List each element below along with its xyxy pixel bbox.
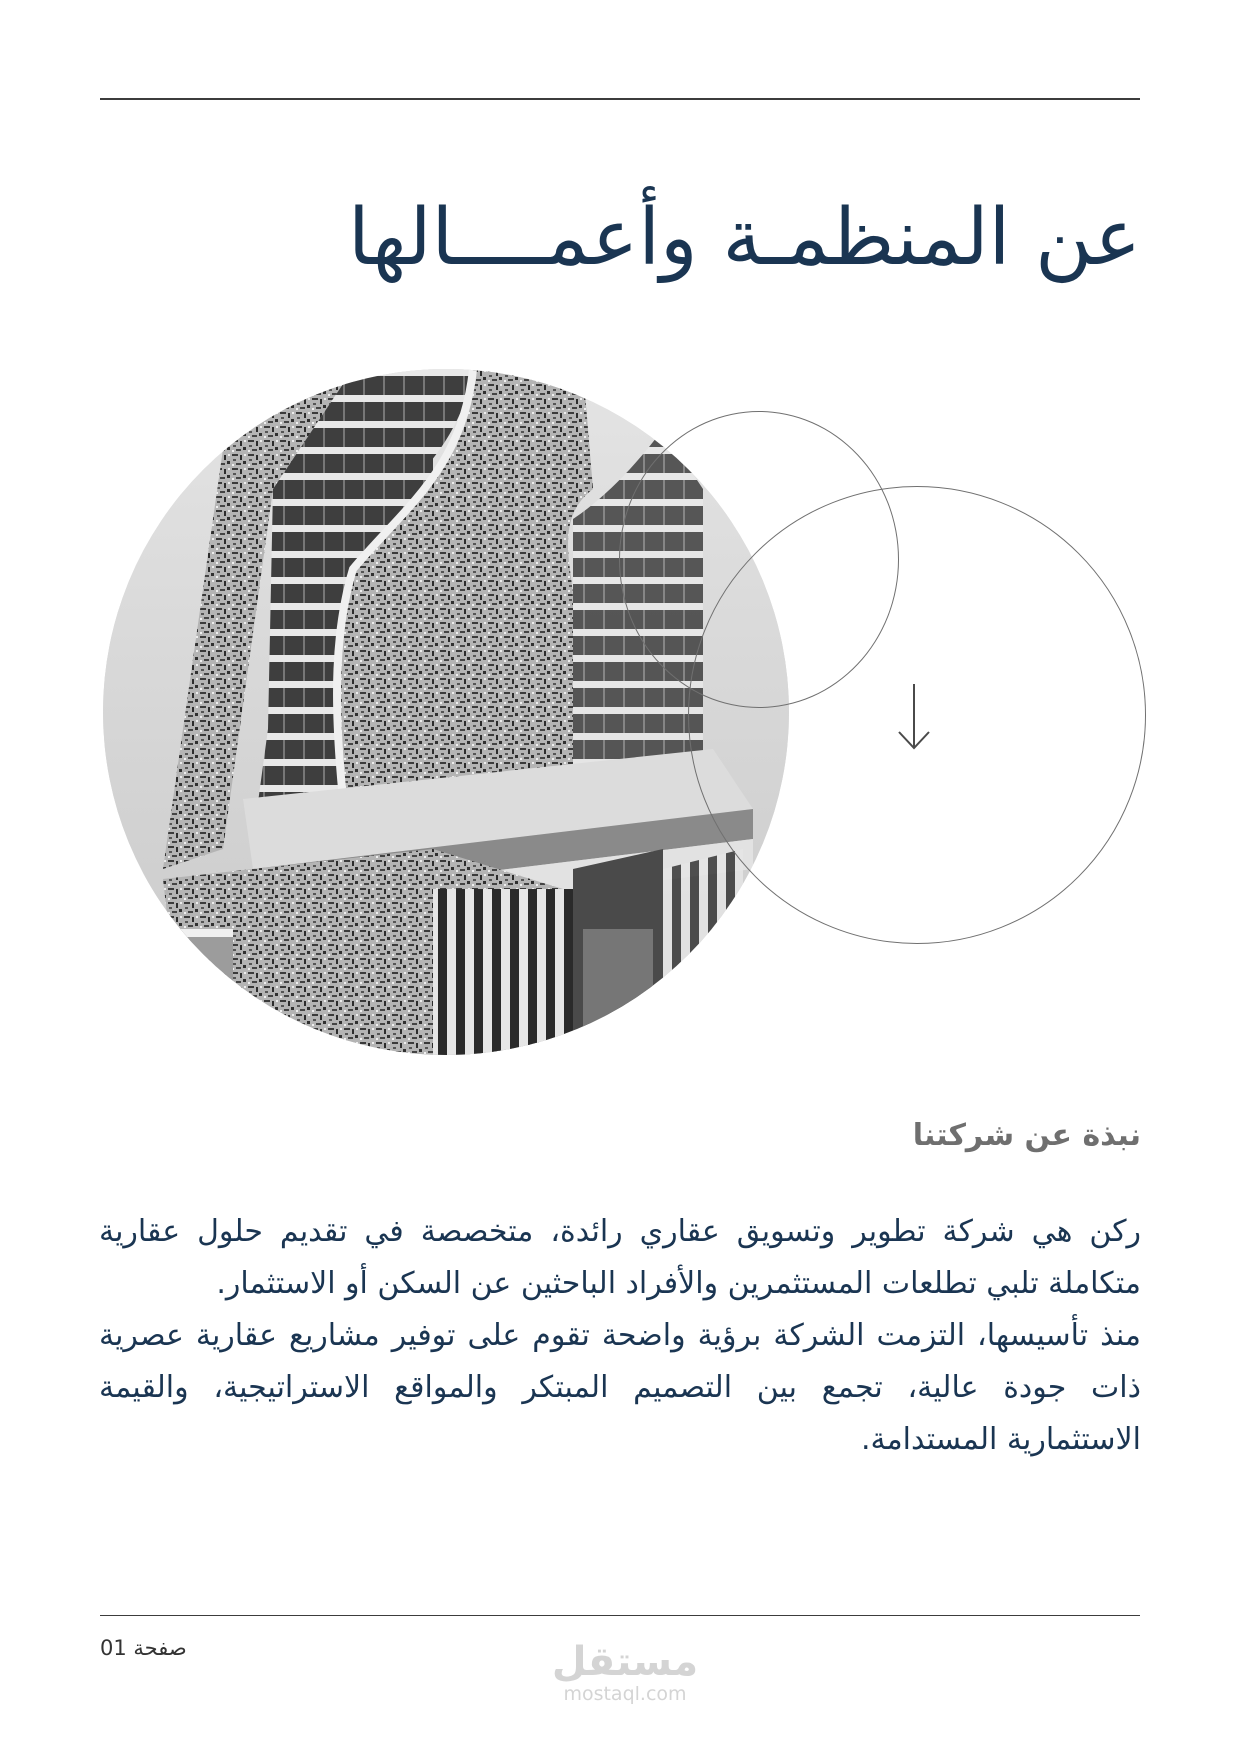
page-title: عن المنظمـة وأعمــــالها [348,193,1141,283]
watermark-latin: mostaql.com [563,1683,687,1705]
watermark-arabic: مستقل [551,1639,699,1685]
page-number: صفحة 01 [100,1636,187,1660]
building-photo [103,369,789,1055]
top-rule [100,98,1140,100]
section-subtitle: نبذة عن شركتنا [912,1118,1141,1153]
company-description [99,1206,1141,1466]
paragraph-2: منذ تأسيسها، التزمت الشركة برؤية واضحة تقوم على توفير مشاريع عقارية عصرية ذات جودة عالية، تجمع بين التصميم المبتكر والمواقع الاستراتيجية، والقيمة الاستثمارية المستدامة. [99,1318,1141,1457]
arrow-down-icon [895,682,933,752]
bottom-rule [100,1615,1140,1616]
paragraph-1: ركن هي شركة تطوير وتسويق عقاري رائدة، متخصصة في تقديم حلول عقارية متكاملة تلبي تطلعات المستثمرين والأفراد الباحثين عن السكن أو الاستثمار. [99,1214,1141,1301]
watermark-logo [550,1640,700,1704]
